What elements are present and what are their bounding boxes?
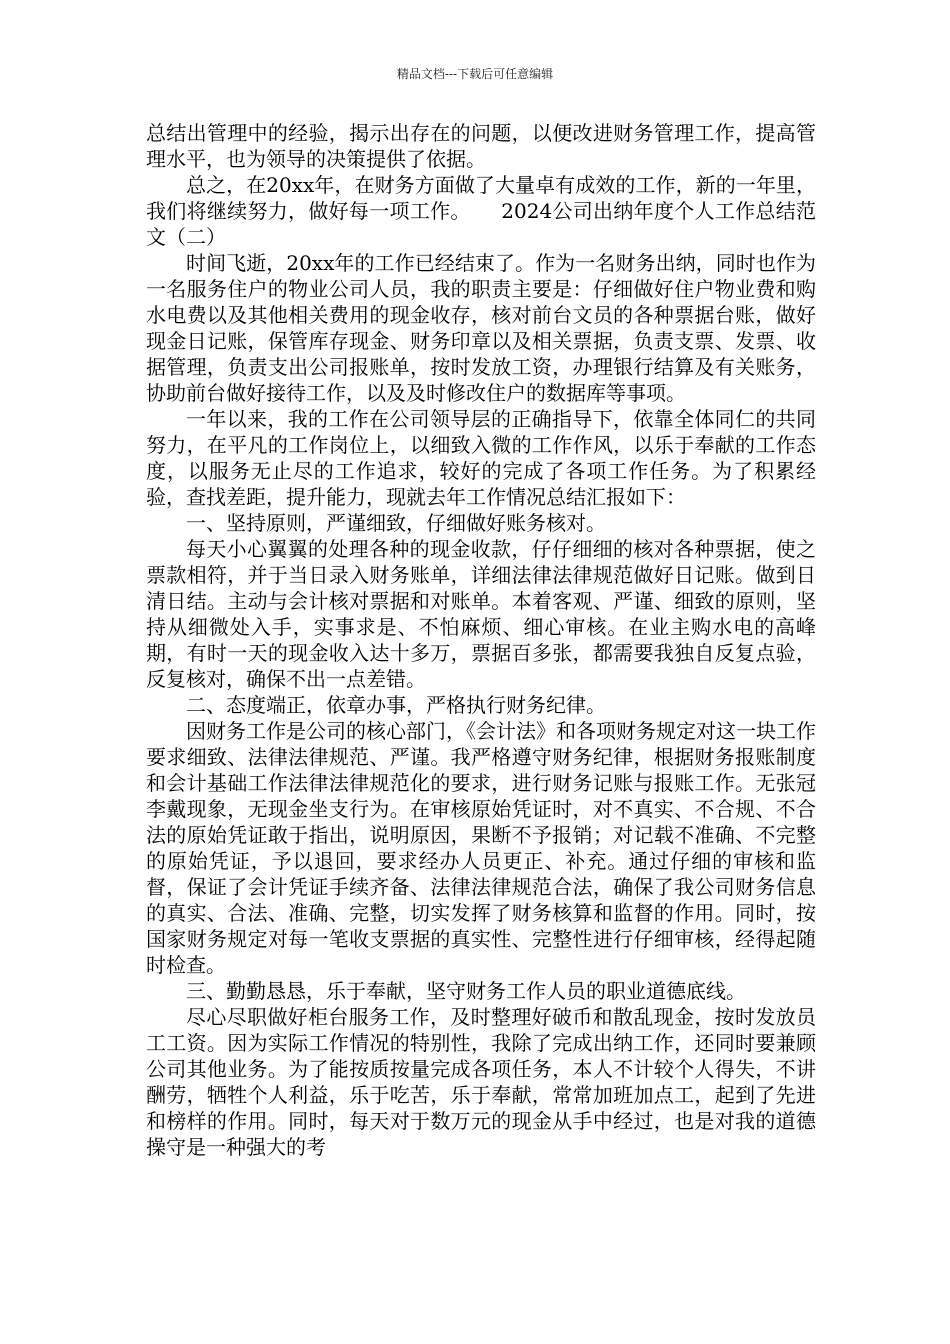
paragraph-overview: 一年以来，我的工作在公司领导层的正确指导下，依靠全体同仁的共同努力，在平凡的工作岗位上，以细致入微的工作作风，以乐于奉献的工作态度，以服务无止尽的工作追求，较好的完成了各项工作任务。为了积累经验，查找差距，提升能力，现就去年工作情况总结汇报如下： <box>146 407 816 509</box>
section-heading-2: 二、态度端正，依章办事，严格执行财务纪律。 <box>186 693 606 717</box>
document-body <box>146 120 816 1160</box>
section-heading-3: 三、勤勤恳恳，乐于奉献，坚守财务工作人员的职业道德底线。 <box>186 979 746 1003</box>
paragraph-summary: 总之，在20xx年，在财务方面做了大量卓有成效的工作，新的一年里，我们将继续努力，做好每一项工作。 2024公司出纳年度个人工作总结范文（二） <box>146 173 816 249</box>
paragraph-intro: 时间飞逝，20xx年的工作已经结束了。作为一名财务出纳，同时也作为一名服务住户的物业公司人员，我的职责主要是：仔细做好住户物业费和购水电费以及其他相关费用的现金收存，核对前台文员的各种票据台账，做好现金日记账，保管库存现金、财务印章以及相关票据，负责支票、发票、收据管理，负责支出公司报账单，按时发放工资，办理银行结算及有关账务，协助前台做好接待工作，以及及时修改住户的数据库等事项。 <box>146 251 816 405</box>
page-header: 精品文档---下载后可任意编辑 <box>396 67 554 81</box>
paragraph-section-1: 每天小心翼翼的处理各种的现金收款，仔仔细细的核对各种票据，使之票款相符，并于当日录入财务账单，详细法律法律规范做好日记账。做到日清日结。主动与会计核对票据和对账单。本着客观、严谨、细致的原则，坚持从细微处入手，实事求是、不怕麻烦、细心审核。在业主购水电的高峰期，有时一天的现金收入达十多万，票据百多张，都需要我独自反复点验，反复核对，确保不出一点差错。 <box>146 537 816 691</box>
section-heading-1: 一、坚持原则，严谨细致，仔细做好账务核对。 <box>186 511 606 535</box>
paragraph-section-2: 因财务工作是公司的核心部门，《会计法》和各项财务规定对这一块工作要求细致、法律法律规范、严谨。我严格遵守财务纪律，根据财务报账制度和会计基础工作法律法律规范化的要求，进行财务记账与报账工作。无张冠李戴现象，无现金坐支行为。在审核原始凭证时，对不真实、不合规、不合法的原始凭证敢于指出，说明原因，果断不予报销；对记载不准确、不完整的原始凭证，予以退回，要求经办人员更正、补充。通过仔细的审核和监督，保证了会计凭证手续齐备、法律法律规范合法，确保了我公司财务信息的真实、合法、准确、完整，切实发挥了财务核算和监督的作用。同时，按国家财务规定对每一笔收支票据的真实性、完整性进行仔细审核，经得起随时检查。 <box>146 719 816 977</box>
paragraph-section-3: 尽心尽职做好柜台服务工作，及时整理好破币和散乱现金，按时发放员工工资。因为实际工作情况的特别性，我除了完成出纳工作，还同时要兼顾公司其他业务。为了能按质按量完成各项任务，本人不计较个人得失，不讲酬劳，牺牲个人利益，乐于吃苦，乐于奉献，常常加班加点工，起到了先进和榜样的作用。同时，每天对于数万元的现金从手中经过，也是对我的道德操守是一种强大的考 <box>146 1005 816 1159</box>
paragraph-continuation: 总结出管理中的经验，揭示出存在的问题，以便改进财务管理工作，提高管理水平，也为领导的决策提供了依据。 <box>146 121 816 171</box>
